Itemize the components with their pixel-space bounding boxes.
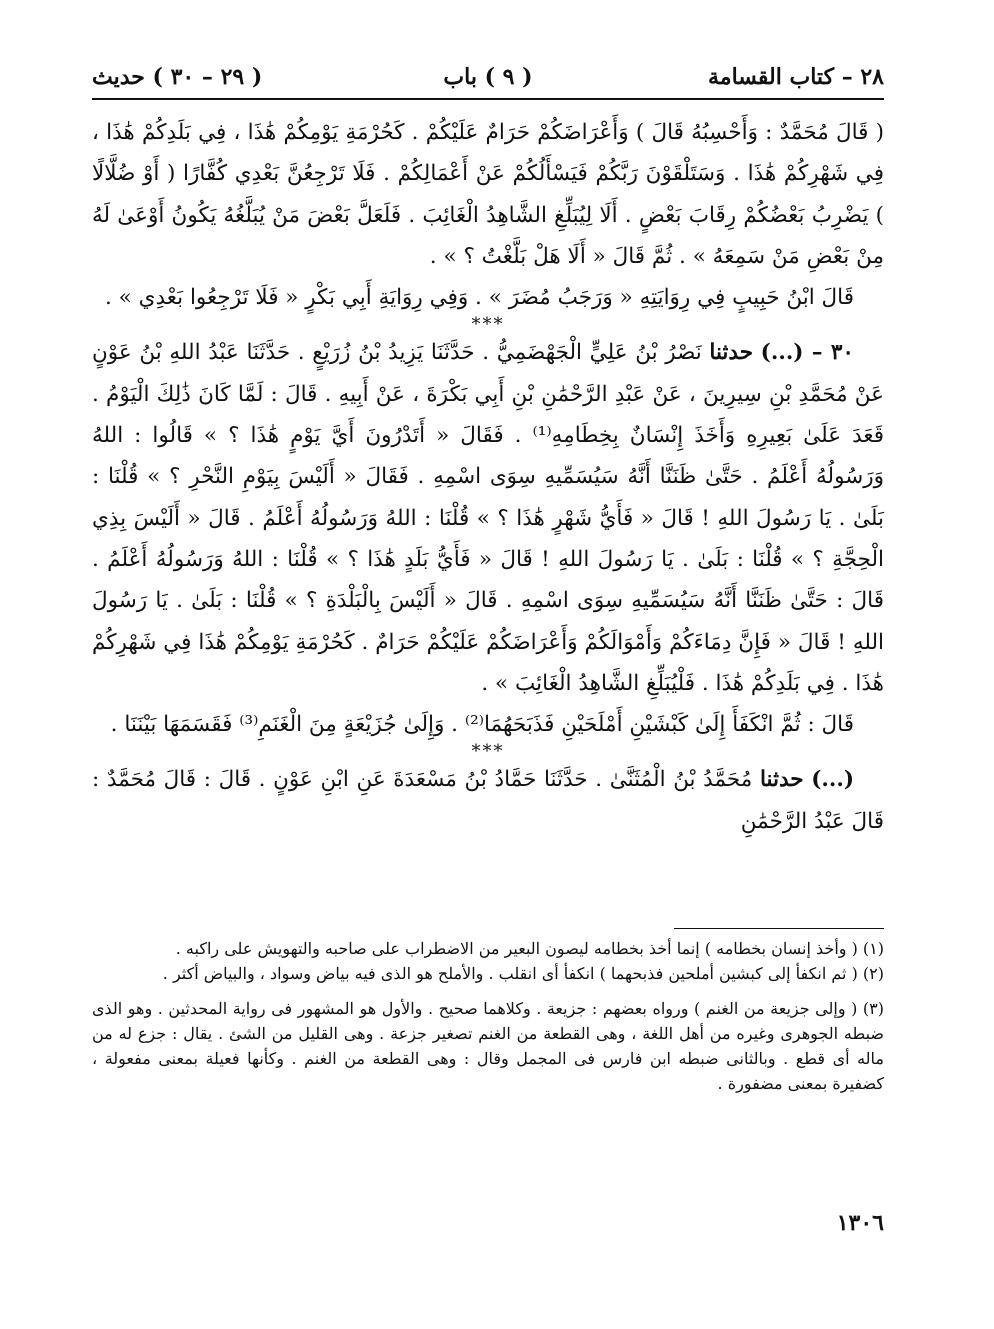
footnote-2: (٢) ( ثم انكفأ إلى كبشين أملحين فذبحهما ) انكفأ أى انقلب . والأملح هو الذى فيه بياض وسواد ، والبياض أكثر . xyxy=(162,964,884,983)
hadith-30-text: نَصْرُ بْنُ عَلِيٍّ الْجَهْضَمِيُّ . حَدَّثَنَا يَزِيدُ بْنُ زُرَيْعٍ . حَدَّثَنَا عَبْدُ اللهِ بْنُ عَوْنٍ عَنْ مُحَمَّدِ بْنِ سِيرِينَ ، عَنْ عَبْدِ الرَّحْمَٰنِ بْنِ أَبِي بَكْرَةَ ، عَنْ أَبِيهِ . قَالَ : لَمَّا كَانَ ذَٰلِكَ الْيَوْمُ . قَعَدَ عَلَىٰ بَعِيرِهِ وَأَخَذَ إِنْسَانٌ بِخِطَامِهِ⁽¹⁾ . فَقَالَ « أَتَدْرُونَ أَيَّ يَوْمٍ هَٰذَا ؟ » قَالُوا : اللهُ وَرَسُولُهُ أَعْلَمُ . حَتَّىٰ ظَنَنَّا أَنَّهُ سَيُسَمِّيهِ سِوَى اسْمِهِ . فَقَالَ « أَلَيْسَ بِيَوْمِ النَّحْرِ ؟ » قُلْنَا : بَلَىٰ . يَا رَسُولَ اللهِ ! قَالَ « فَأَيُّ شَهْرٍ هَٰذَا ؟ » قُلْنَا : اللهُ وَرَسُولُهُ أَعْلَمُ . قَالَ « أَلَيْسَ بِذِي الْحِجَّةِ ؟ » قُلْنَا : بَلَىٰ . يَا رَسُولَ اللهِ ! قَالَ « فَأَيُّ بَلَدٍ هَٰذَا ؟ » قُلْنَا : اللهُ وَرَسُولُهُ أَعْلَمُ . قَالَ : حَتَّىٰ ظَنَنَّا أَنَّهُ سَيُسَمِّيهِ سِوَى اسْمِهِ . قَالَ « أَلَيْسَ بِالْبَلْدَةِ ؟ » قُلْنَا : بَلَىٰ . يَا رَسُولَ اللهِ ! قَالَ « فَإِنَّ دِمَاءَكُمْ وَأَمْوَالَكُمْ وَأَعْرَاضَكُمْ عَلَيْكُمْ حَرَامٌ . كَحُرْمَةِ يَوْمِكُمْ هَٰذَا فِي شَهْرِكُمْ هَٰذَا . فِي بَلَدِكُمْ هَٰذَا . فَلْيُبَلِّغِ الشَّاهِدُ الْغَائِبَ » . xyxy=(92,340,884,696)
page-number: ١٣٠٦ xyxy=(836,1210,884,1236)
next-hadith-paragraph xyxy=(92,759,884,842)
section-divider-2: *** xyxy=(471,741,505,763)
header-page-and-book: ٢٨ – كتاب القسامة xyxy=(708,64,884,90)
footnote-separator xyxy=(674,928,884,929)
header-hadith-range: ( ٢٩ – ٣٠ ) حديث xyxy=(92,64,263,90)
hadith-30-paragraph xyxy=(92,332,884,704)
section-divider: *** xyxy=(471,314,505,336)
hadith-30-ending: قَالَ : ثُمَّ انْكَفَأَ إِلَىٰ كَبْشَيْنِ أَمْلَحَيْنِ فَذَبَحَهُمَا⁽²⁾ . وَإِلَىٰ جُزَيْعَةٍ مِنَ الْغَنَمِ⁽³⁾ فَقَسَمَهَا بَيْنَنَا . xyxy=(110,712,854,738)
footnote-3: (٣) ( وإلى جزيعة من الغنم ) ورواه بعضهم : جزيعة . وكلاهما صحيح . والأول هو المشهور فى رواية المحدثين . وهو الذى ضبطه الجوهرى وغيره من أهل اللغة ، وهى القطعة من الغنم تصغير جزعة . وهى القليل من الشئ . يقال : جزع له من ماله أى قطع . وبالثانى ضبطه ابن فارس فى المجمل وقال : وهى القطعة من الغنم . وكأنها فعيلة بمعنى مفعولة ، كضفيرة بمعنى مضفورة . xyxy=(92,999,884,1093)
header-chapter: ( ٩ ) باب xyxy=(443,64,533,90)
tahdith-marker: حدثنا xyxy=(709,340,753,366)
next-hadith-text: مُحَمَّدُ بْنُ الْمُثَنَّىٰ . حَدَّثَنَا حَمَّادُ بْنُ مَسْعَدَةَ عَنِ ابْنِ عَوْنٍ . قَالَ : قَالَ مُحَمَّدٌ : قَالَ عَبْدُ الرَّحْمَٰنِ xyxy=(92,767,884,834)
footnote-1: (١) ( وأخذ إنسان بخطامه ) إنما أخذ بخطامه ليصون البعير من الاضطراب على صاحبه والتهويش على راكبه . xyxy=(175,939,884,958)
footnotes xyxy=(92,936,884,1096)
main-text xyxy=(92,112,884,842)
running-header xyxy=(92,62,884,100)
narration-note-paragraph: قَالَ ابْنُ حَبِيبٍ فِي رِوَايَتِهِ « وَرَجَبُ مُضَرَ » . وَفِي رِوَايَةِ أَبِي بَكْرٍ « فَلَا تَرْجِعُوا بَعْدِي » . xyxy=(104,285,854,311)
hadith-number: ٣٠ – (...) xyxy=(760,340,854,366)
tahdith-marker-2: حدثنا xyxy=(759,767,804,793)
hadith-29-continuation: ( قَالَ مُحَمَّدٌ : وَأَحْسِبُهُ قَالَ ) وَأَعْرَاضَكُمْ حَرَامٌ عَلَيْكُمْ . كَحُرْمَةِ يَوْمِكُمْ هَٰذَا ، فِي بَلَدِكُمْ هَٰذَا ، فِي شَهْرِكُمْ هَٰذَا . وَسَتَلْقَوْنَ رَبَّكُمْ فَيَسْأَلُكُمْ عَنْ أَعْمَالِكُمْ . فَلَا تَرْجِعُنَّ بَعْدِي كُفَّارًا ( أَوْ ضُلَّالًا ) يَضْرِبُ بَعْضُكُمْ رِقَابَ بَعْضٍ . أَلَا لِيُبَلِّغِ الشَّاهِدُ الْغَائِبَ . فَلَعَلَّ بَعْضَ مَنْ يُبَلَّغُهُ يَكُونُ أَوْعَىٰ لَهُ مِنْ بَعْضِ مَنْ سَمِعَهُ » . ثُمَّ قَالَ « أَلَا هَلْ بَلَّغْتُ ؟ » . xyxy=(92,120,884,269)
next-hadith-number: (...) xyxy=(811,767,854,793)
